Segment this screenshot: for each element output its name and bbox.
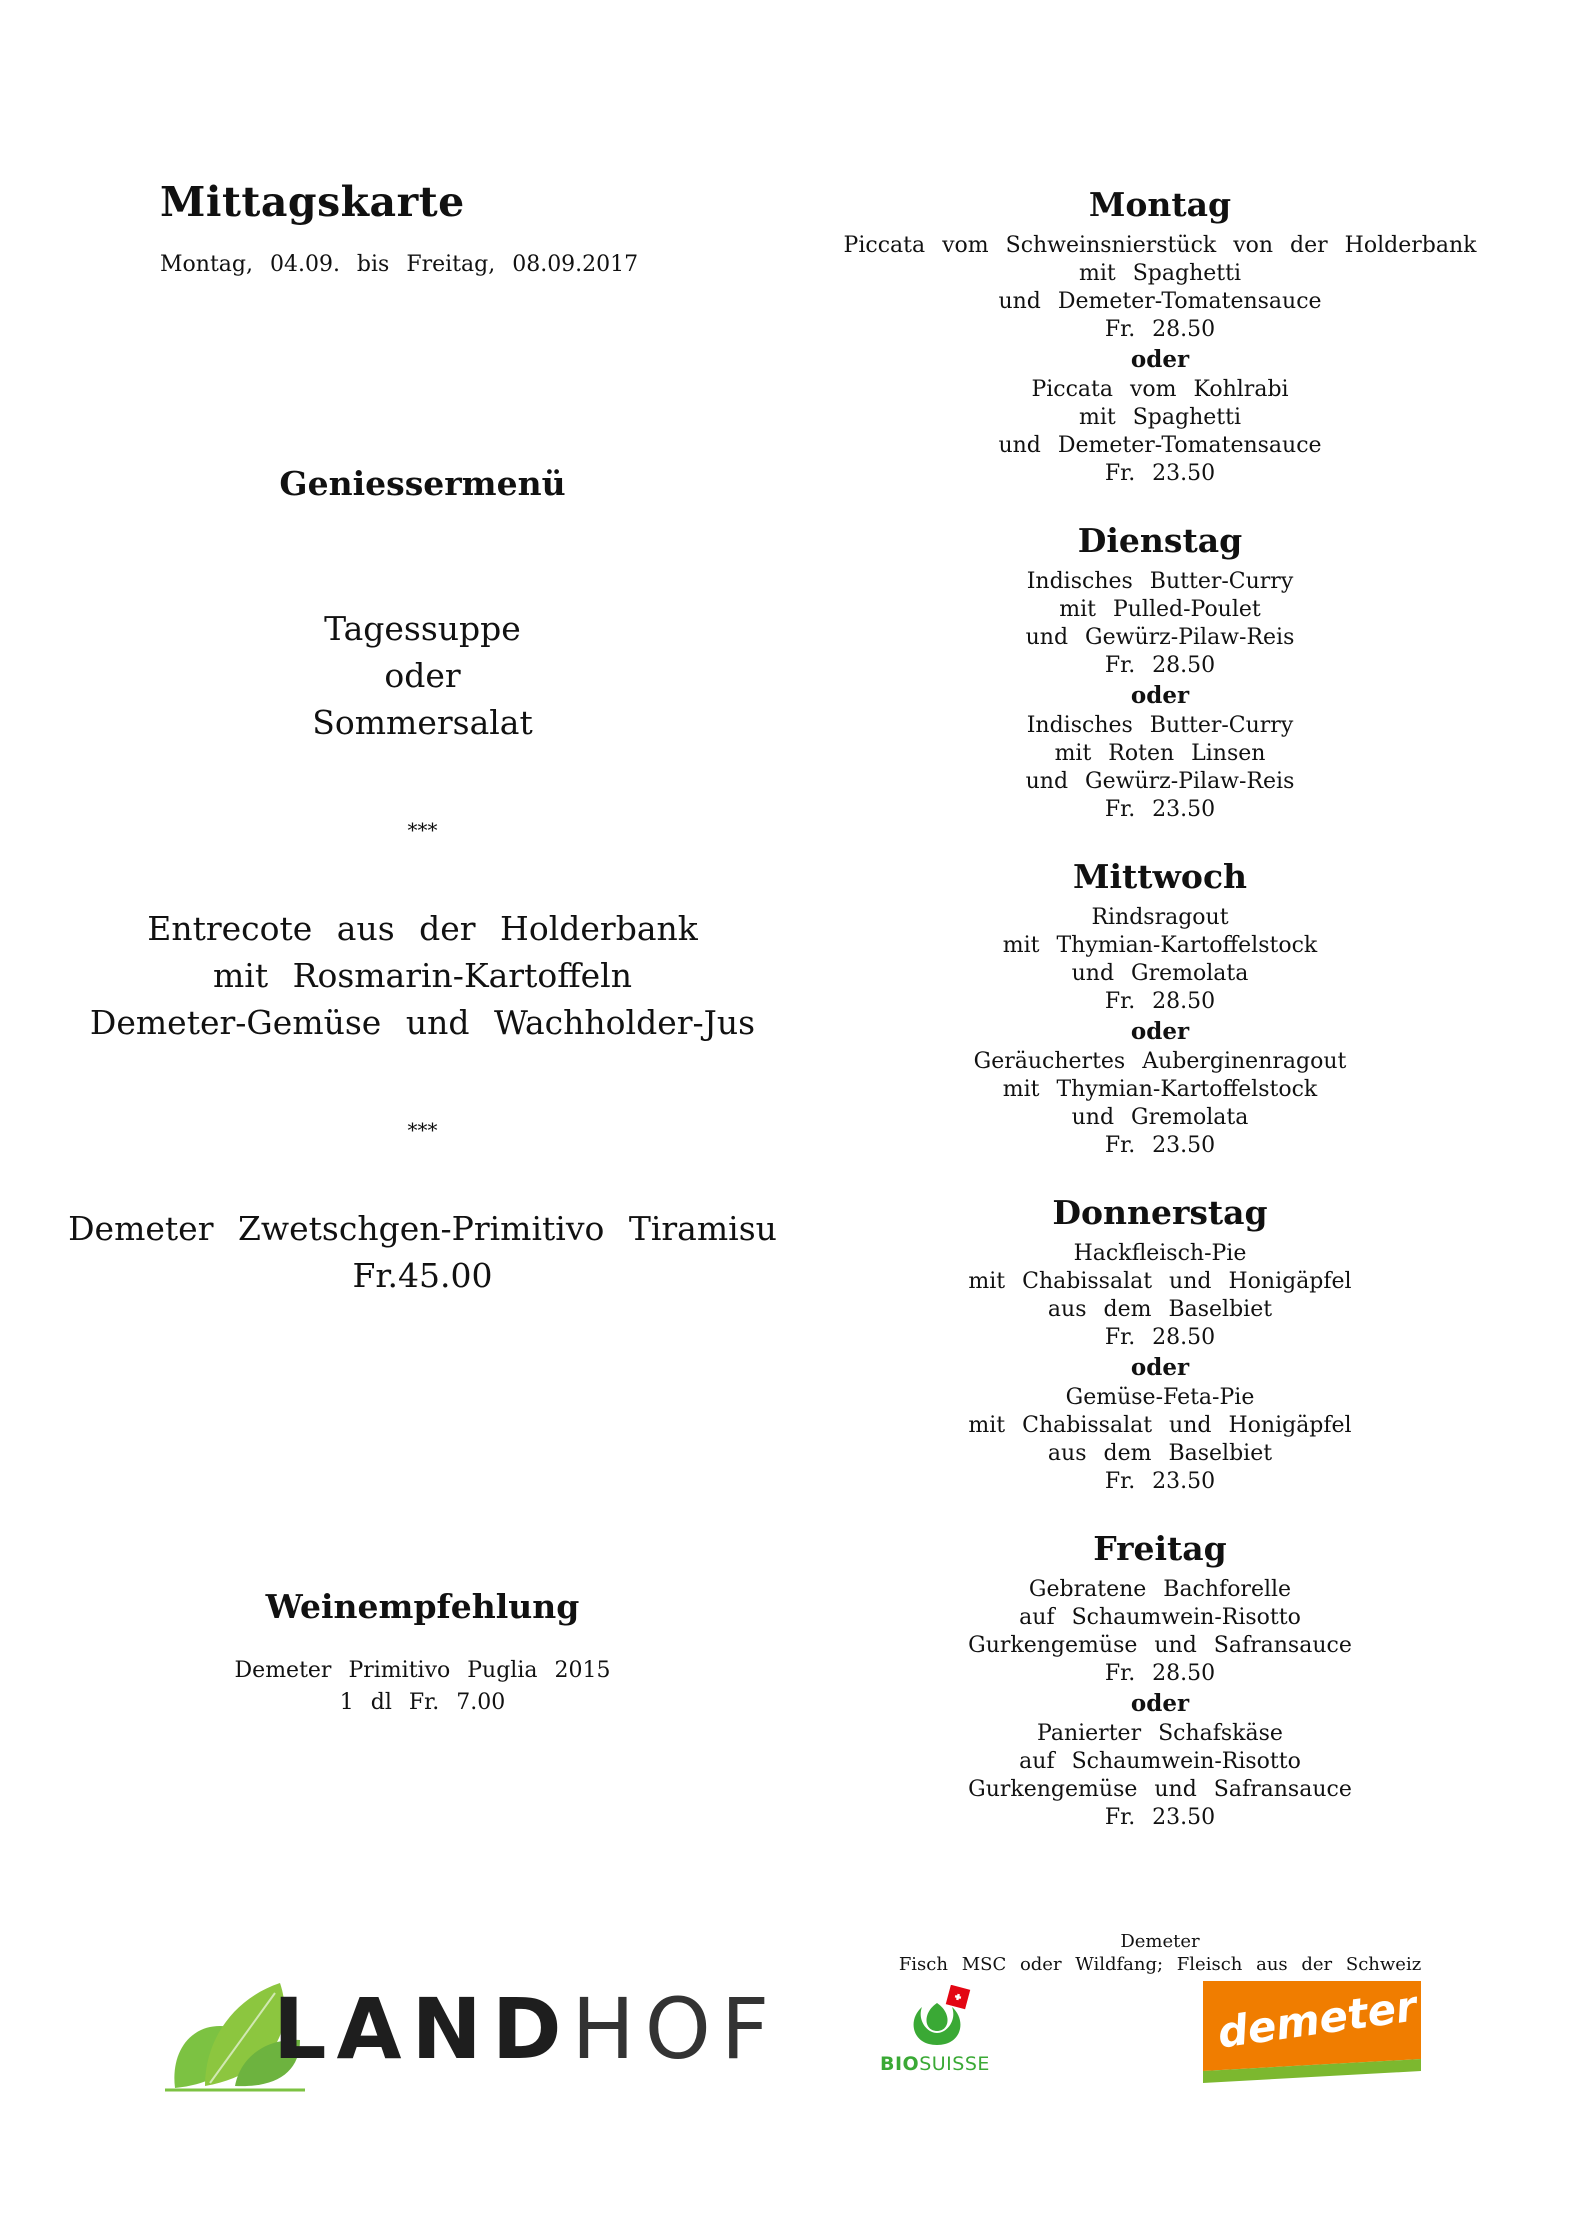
bio-suisse-wordmark: BIOSUISSE — [880, 2053, 990, 2075]
wine-price: 1 dl Fr. 7.00 — [339, 1690, 506, 1715]
bio-suisse-logo — [880, 1985, 1000, 2080]
main-line: Entrecote aus der Holderbank — [147, 909, 698, 948]
dish-line: Gemüse-Feta-Pie — [1065, 1385, 1255, 1410]
dish-price: Fr. 28.50 — [1104, 653, 1216, 678]
dish-price: Fr. 23.50 — [1104, 797, 1216, 822]
geniessermenu-heading: Geniessermenü — [279, 464, 566, 503]
origin-note-line: Demeter — [1120, 1931, 1200, 1952]
day-title: Montag — [1088, 185, 1232, 224]
dish-price: Fr. 28.50 — [1104, 989, 1216, 1014]
menu-title: Mittagskarte — [160, 178, 465, 226]
dish-price: Fr. 28.50 — [1104, 1325, 1216, 1350]
bud-icon — [902, 1985, 972, 2050]
starter-line: Sommersalat — [312, 703, 533, 742]
dish-line: mit Thymian-Kartoffelstock — [1002, 1077, 1318, 1102]
geniessermenu-main — [40, 905, 805, 1046]
dish-line: Gurkengemüse und Safransauce — [968, 1777, 1352, 1802]
main-line: mit Rosmarin-Kartoffeln — [213, 956, 632, 995]
landhof-logo — [165, 1978, 780, 2093]
day-donnerstag — [820, 1188, 1500, 1496]
dish-line: Rindsragout — [1091, 905, 1229, 930]
day-freitag — [820, 1524, 1500, 1832]
menu-price: Fr.45.00 — [352, 1256, 493, 1295]
starter-line: oder — [384, 656, 461, 695]
dish-line: und Gewürz-Pilaw-Reis — [1025, 625, 1295, 650]
demeter-wordmark: demeter — [1214, 1981, 1420, 2058]
starter-line: Tagessuppe — [324, 609, 521, 648]
dish-line: Indisches Butter-Curry — [1026, 713, 1294, 738]
oder-separator: oder — [1130, 1690, 1190, 1717]
day-dienstag — [820, 516, 1500, 824]
wine-name: Demeter Primitivo Puglia 2015 — [234, 1658, 611, 1683]
dish-line: auf Schaumwein-Risotto — [1019, 1749, 1301, 1774]
dish-line: mit Chabissalat und Honigäpfel — [968, 1413, 1352, 1438]
oder-separator: oder — [1130, 1018, 1190, 1045]
dish-price: Fr. 28.50 — [1104, 1661, 1216, 1686]
dish-line: und Demeter-Tomatensauce — [998, 433, 1322, 458]
dish-price: Fr. 28.50 — [1104, 317, 1216, 342]
dish-line: aus dem Baselbiet — [1047, 1297, 1273, 1322]
dish-line: Indisches Butter-Curry — [1026, 569, 1294, 594]
dish-line: mit Spaghetti — [1079, 261, 1241, 286]
dish-line: mit Roten Linsen — [1054, 741, 1266, 766]
dish-line: mit Pulled-Poulet — [1059, 597, 1261, 622]
landhof-wordmark: LANDHOF — [273, 1980, 780, 2078]
dish-price: Fr. 23.50 — [1104, 1133, 1216, 1158]
geniessermenu-dessert — [40, 1205, 805, 1299]
demeter-logo — [1197, 1975, 1427, 2085]
main-line: Demeter-Gemüse und Wachholder-Jus — [89, 1003, 756, 1042]
day-montag — [820, 180, 1500, 488]
dish-line: Piccata vom Kohlrabi — [1031, 377, 1289, 402]
dish-line: Gebratene Bachforelle — [1028, 1577, 1292, 1602]
oder-separator: oder — [1130, 346, 1190, 373]
dish-line: und Demeter-Tomatensauce — [998, 289, 1322, 314]
dish-price: Fr. 23.50 — [1104, 1469, 1216, 1494]
day-title: Mittwoch — [1072, 857, 1248, 896]
dish-line: Geräuchertes Auberginenragout — [973, 1049, 1347, 1074]
wine-recommendation — [80, 1655, 765, 1719]
dish-line: Gurkengemüse und Safransauce — [968, 1633, 1352, 1658]
dish-price: Fr. 23.50 — [1104, 461, 1216, 486]
day-mittwoch — [820, 852, 1500, 1160]
dish-line: aus dem Baselbiet — [1047, 1441, 1273, 1466]
dessert-line: Demeter Zwetschgen-Primitivo Tiramisu — [68, 1209, 777, 1248]
day-title: Donnerstag — [1052, 1193, 1268, 1232]
dish-line: Hackfleisch-Pie — [1073, 1241, 1247, 1266]
dish-line: mit Spaghetti — [1079, 405, 1241, 430]
course-separator: *** — [407, 1118, 438, 1142]
dish-line: Piccata vom Schweinsnierstück von der Holderbank — [843, 233, 1477, 258]
wine-heading: Weinempfehlung — [265, 1587, 580, 1626]
dish-line: auf Schaumwein-Risotto — [1019, 1605, 1301, 1630]
geniessermenu-starter — [80, 605, 765, 746]
oder-separator: oder — [1130, 682, 1190, 709]
dish-line: und Gewürz-Pilaw-Reis — [1025, 769, 1295, 794]
dish-line: Panierter Schafskäse — [1037, 1721, 1283, 1746]
origin-note-line: Fisch MSC oder Wildfang; Fleisch aus der Schweiz — [898, 1954, 1422, 1975]
course-separator: *** — [407, 818, 438, 842]
dish-line: mit Chabissalat und Honigäpfel — [968, 1269, 1352, 1294]
date-range: Montag, 04.09. bis Freitag, 08.09.2017 — [160, 252, 639, 277]
day-title: Dienstag — [1077, 521, 1243, 560]
oder-separator: oder — [1130, 1354, 1190, 1381]
origin-note — [820, 1930, 1500, 1976]
dish-line: mit Thymian-Kartoffelstock — [1002, 933, 1318, 958]
day-title: Freitag — [1093, 1529, 1227, 1568]
dish-line: und Gremolata — [1071, 961, 1249, 986]
dish-line: und Gremolata — [1071, 1105, 1249, 1130]
dish-price: Fr. 23.50 — [1104, 1805, 1216, 1830]
